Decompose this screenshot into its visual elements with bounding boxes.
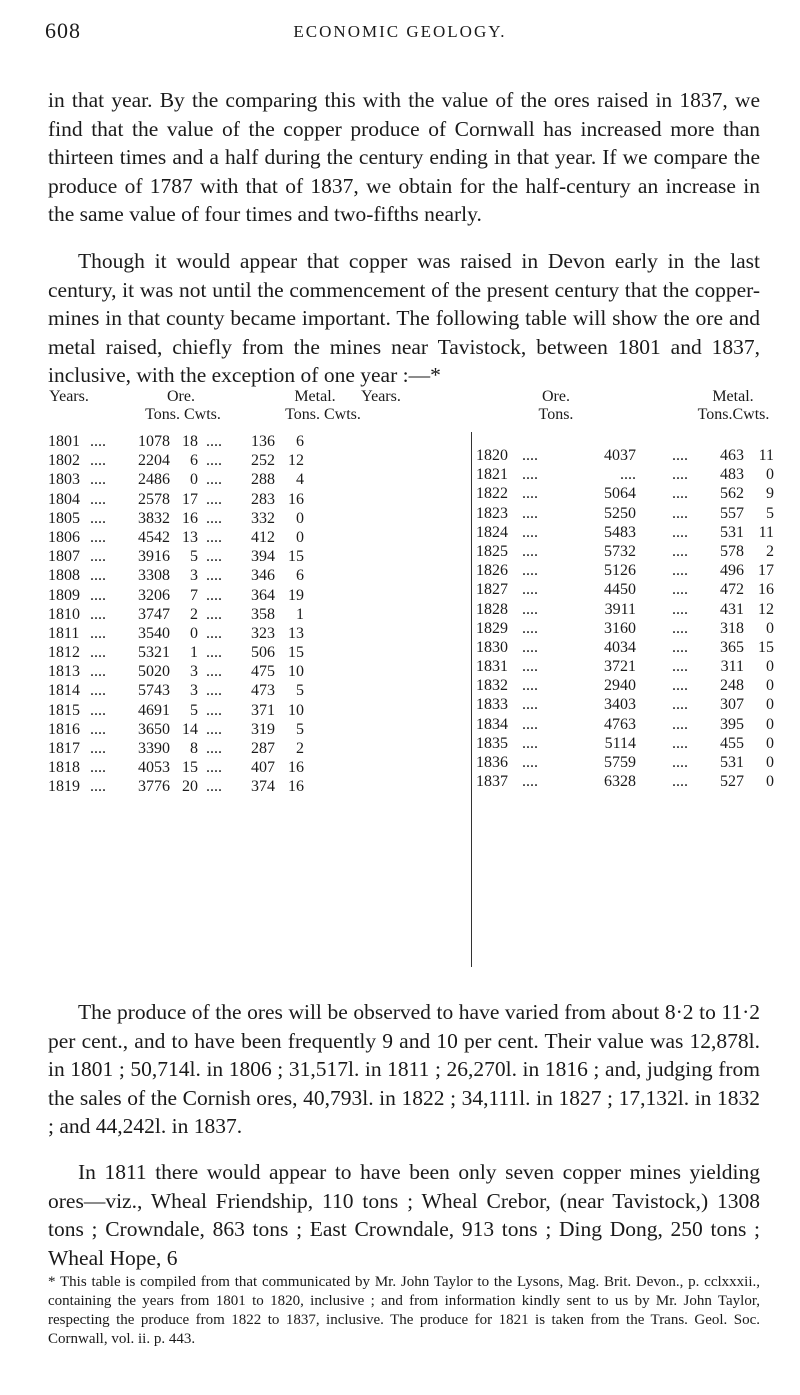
row-metal-cwts: 0 [766,734,774,752]
table-row [476,465,788,484]
row-ore-cwts: 2 [190,605,198,623]
leader-dots: .... [672,619,688,637]
leader-dots: .... [522,447,538,464]
leader-dots: .... [90,471,106,489]
row-ore-tons: 3916 [138,548,170,566]
row-year: 1801 [48,433,80,450]
row-metal-cwts: 0 [766,658,774,676]
row-metal-cwts: 16 [288,759,304,777]
leader-dots: .... [206,509,222,527]
row-metal-cwts: 6 [296,433,304,450]
leader-dots: .... [672,562,688,580]
row-metal-cwts: 12 [288,452,304,470]
row-metal-cwts: 0 [766,715,774,733]
leader-dots: .... [206,759,222,777]
leader-dots: .... [206,778,222,796]
table-row [476,638,788,657]
row-metal-cwts: 17 [758,562,774,580]
leader-dots: .... [672,734,688,752]
row-metal-cwts: 11 [758,447,774,464]
row-year: 1835 [476,734,508,752]
row-metal-tons: 463 [720,447,744,464]
table-row [48,509,468,528]
leader-dots: .... [672,638,688,656]
row-ore-cwts: 7 [190,586,198,604]
row-metal-cwts: 5 [766,504,774,522]
row-year: 1812 [48,644,80,662]
row-metal-cwts: 0 [766,696,774,714]
row-metal-tons: 346 [251,567,275,585]
table-row [476,753,788,772]
leader-dots: .... [90,644,106,662]
leader-dots: .... [672,466,688,484]
leader-dots: .... [522,504,538,522]
leader-dots: .... [522,466,538,484]
leader-dots: .... [522,542,538,560]
leader-dots: .... [206,720,222,738]
table-row [476,523,788,542]
row-metal-cwts: 16 [288,490,304,508]
leader-dots: .... [90,778,106,796]
leader-dots: .... [522,715,538,733]
leader-dots: .... [206,490,222,508]
row-year: 1826 [476,562,508,580]
paragraph-1: in that year. By the comparing this with the value of the ores raised in 1837, we find that the value of the copper produce of Cornwall has increased more than thirteen times and a half during the century ending in that year. If we compare the produce of 1787 with that of 1837, we obtain for the half-century an increase in the same value of four times and two-fifths nearly. [48,88,760,226]
table-row [48,720,468,739]
row-metal-tons: 496 [720,562,744,580]
row-metal-tons: 412 [251,528,275,546]
header-ore-right: Ore. [542,388,570,405]
leader-dots: .... [672,581,688,599]
row-year: 1836 [476,754,508,771]
leader-dots: .... [672,504,688,522]
leader-dots: .... [206,701,222,719]
table-row [48,643,468,662]
row-metal-tons: 288 [251,471,275,489]
row-metal-tons: 323 [251,624,275,642]
row-metal-cwts: 5 [296,720,304,738]
row-ore-tons: 4691 [138,701,170,719]
row-metal-cwts: 15 [758,638,774,656]
leader-dots: .... [672,715,688,733]
row-ore-tons: 3776 [138,778,170,796]
leader-dots: .... [90,624,106,642]
table-row [476,542,788,561]
row-metal-tons: 506 [251,644,275,662]
row-ore-tons: 6328 [604,773,636,791]
row-year: 1832 [476,677,508,695]
row-metal-tons: 395 [720,715,744,733]
row-metal-cwts: 15 [288,548,304,566]
leader-dots: .... [522,523,538,541]
row-metal-cwts: 0 [296,509,304,527]
row-year: 1828 [476,600,508,618]
row-ore-tons: 4053 [138,759,170,777]
leader-dots: .... [522,658,538,676]
row-ore-tons: 2486 [138,471,170,489]
leader-dots: .... [206,644,222,662]
leader-dots: .... [206,682,222,700]
row-year: 1804 [48,490,80,508]
row-year: 1818 [48,759,80,777]
leader-dots: .... [90,740,106,757]
row-ore-tons: .... [620,466,636,484]
row-year: 1823 [476,504,508,522]
row-metal-tons: 248 [720,677,744,695]
row-ore-tons: 3206 [138,586,170,604]
row-ore-tons: 5321 [138,644,170,662]
paragraph-4: In 1811 there would appear to have been only seven copper mines yielding ores—viz., Wheal Friendship, 110 tons ; Wheal Crebor, (near Tavistock,) 1308 tons ; Crowndale, 863 tons ; East Crowndale, 913 tons ; Ding Dong, 250 tons ; Wheal Hope, 6 [48,1160,760,1270]
row-year: 1813 [48,663,80,681]
leader-dots: .... [90,605,106,623]
row-metal-tons: 283 [251,490,275,508]
table-row [48,566,468,585]
row-metal-cwts: 6 [296,567,304,585]
table-row [476,676,788,695]
table-row [48,528,468,547]
column-divider [471,432,472,967]
table-row [476,772,788,791]
row-year: 1816 [48,720,80,738]
row-metal-cwts: 12 [758,600,774,618]
leader-dots: .... [90,452,106,470]
table-row [476,600,788,619]
leader-dots: .... [206,586,222,604]
header-ore-units-right: Tons. [538,406,574,423]
row-metal-tons: 311 [720,658,744,676]
row-metal-cwts: 13 [288,624,304,642]
row-metal-tons: 431 [720,600,744,618]
row-ore-tons: 3160 [604,619,636,637]
row-ore-tons: 3747 [138,605,170,623]
table-row [48,739,468,758]
row-ore-cwts: 6 [190,452,198,470]
row-metal-tons: 472 [720,581,744,599]
row-year: 1821 [476,466,508,484]
row-metal-tons: 287 [251,740,275,757]
row-ore-tons: 3911 [604,600,636,618]
row-metal-cwts: 0 [766,773,774,791]
row-ore-cwts: 5 [190,701,198,719]
row-metal-cwts: 4 [296,471,304,489]
row-year: 1803 [48,471,80,489]
row-metal-tons: 527 [720,773,744,791]
table-row [476,695,788,714]
row-year: 1830 [476,638,508,656]
row-ore-cwts: 0 [190,471,198,489]
table-row [476,580,788,599]
row-ore-cwts: 1 [190,644,198,662]
leader-dots: .... [90,509,106,527]
table-row [476,619,788,638]
row-ore-tons: 5114 [604,734,636,752]
row-year: 1822 [476,485,508,503]
paragraph-3: The produce of the ores will be observed to have varied from about 8·2 to 11·2 per cent., and to have been frequently 9 and 10 per cent. Their value was 12,878l. in 1801 ; 50,714l. in 1806 ; 31,517l. in 1811 ; 26,270l. in 1816 ; and, judging from the sales of the Cornish ores, 40,793l. in 1822 ; 34,111l. in 1827 ; 17,132l. in 1832 ; and 44,242l. in 1837. [48,1000,760,1138]
leader-dots: .... [522,600,538,618]
leader-dots: .... [90,759,106,777]
leader-dots: .... [206,548,222,566]
row-ore-cwts: 5 [190,548,198,566]
row-metal-cwts: 19 [288,586,304,604]
row-ore-tons: 4037 [604,447,636,464]
row-metal-tons: 562 [720,485,744,503]
row-metal-tons: 531 [720,523,744,541]
row-year: 1829 [476,619,508,637]
leader-dots: .... [672,696,688,714]
header-metal-units-right: Tons.Cwts. [697,406,770,423]
row-metal-tons: 319 [251,720,275,738]
row-year: 1824 [476,523,508,541]
row-metal-tons: 371 [251,701,275,719]
running-title: ECONOMIC GEOLOGY. [293,22,507,41]
table-row [476,446,788,465]
row-metal-cwts: 15 [288,644,304,662]
row-metal-cwts: 16 [288,778,304,796]
leader-dots: .... [90,490,106,508]
row-ore-tons: 4763 [604,715,636,733]
row-year: 1819 [48,778,80,796]
row-metal-tons: 252 [251,452,275,470]
leader-dots: .... [672,600,688,618]
row-metal-tons: 374 [251,778,275,796]
row-metal-tons: 483 [720,466,744,484]
leader-dots: .... [522,754,538,771]
row-metal-tons: 578 [720,542,744,560]
footnote: * This table is compiled from that communicated by Mr. John Taylor to the Lysons, Mag. Brit. Devon., p. cclxxxii., containing the years from 1801 to 1820, inclusive ; and from information kindly sent to us by Mr. John Taylor, respecting the produce from 1822 to 1837, inclusive. The produce for 1821 is taken from the Trans. Geol. Soc. Cornwall, vol. ii. p. 443. [48,1274,760,1347]
row-ore-tons: 2204 [138,452,170,470]
leader-dots: .... [90,720,106,738]
row-metal-cwts: 16 [758,581,774,599]
row-year: 1833 [476,696,508,714]
row-ore-cwts: 16 [182,509,198,527]
row-metal-tons: 358 [251,605,275,623]
leader-dots: .... [206,471,222,489]
row-metal-tons: 307 [720,696,744,714]
row-year: 1831 [476,658,508,676]
row-year: 1802 [48,452,80,470]
row-ore-cwts: 18 [182,433,198,450]
row-metal-tons: 365 [720,638,744,656]
row-year: 1825 [476,542,508,560]
row-metal-tons: 407 [251,759,275,777]
table-row [476,734,788,753]
row-year: 1837 [476,773,508,791]
row-year: 1834 [476,715,508,733]
row-metal-tons: 136 [251,433,275,450]
table-row [48,681,468,700]
leader-dots: .... [206,605,222,623]
leader-dots: .... [206,624,222,642]
leader-dots: .... [672,523,688,541]
row-ore-tons: 5483 [604,523,636,541]
row-ore-cwts: 3 [190,663,198,681]
leader-dots: .... [522,734,538,752]
leader-dots: .... [522,485,538,503]
table-row [476,657,788,676]
table-row [476,561,788,580]
leader-dots: .... [206,567,222,585]
leader-dots: .... [672,677,688,695]
row-ore-tons: 4034 [604,638,636,656]
row-year: 1810 [48,605,80,623]
leader-dots: .... [206,452,222,470]
leader-dots: .... [90,701,106,719]
row-metal-tons: 332 [251,509,275,527]
row-metal-tons: 364 [251,586,275,604]
table-row [48,470,468,489]
table-row [48,662,468,681]
row-metal-cwts: 0 [766,619,774,637]
table-row [48,624,468,643]
table-row [48,701,468,720]
header-years-right: Years. [361,388,401,405]
leader-dots: .... [672,542,688,560]
table-row [48,777,468,796]
leader-dots: .... [522,619,538,637]
row-metal-cwts: 0 [766,677,774,695]
row-metal-tons: 473 [251,682,275,700]
leader-dots: .... [206,740,222,757]
row-ore-tons: 5020 [138,663,170,681]
row-ore-cwts: 8 [190,740,198,757]
row-ore-cwts: 0 [190,624,198,642]
table-row [48,586,468,605]
row-ore-tons: 5250 [604,504,636,522]
leader-dots: .... [522,581,538,599]
table-row [48,605,468,624]
table-row [48,451,468,470]
row-ore-tons: 3390 [138,740,170,757]
row-ore-tons: 3650 [138,720,170,738]
row-ore-tons: 3403 [604,696,636,714]
row-year: 1827 [476,581,508,599]
left-rows [48,432,468,797]
leader-dots: .... [90,567,106,585]
paragraph-2: Though it would appear that copper was raised in Devon early in the last century, it was not until the commencement of the present century that the copper-mines in that county became important. The following table will show the ore and metal raised, chiefly from the mines near Tavistock, between 1801 and 1837, inclusive, with the exception of one year :—* [48,249,760,387]
table-row [476,715,788,734]
leader-dots: .... [206,433,222,450]
row-metal-cwts: 5 [296,682,304,700]
row-year: 1806 [48,528,80,546]
leader-dots: .... [90,663,106,681]
row-metal-tons: 557 [720,504,744,522]
table-row [48,758,468,777]
row-ore-tons: 5743 [138,682,170,700]
row-ore-tons: 3308 [138,567,170,585]
row-ore-tons: 2940 [604,677,636,695]
row-metal-tons: 531 [720,754,744,771]
row-year: 1820 [476,447,508,464]
row-ore-cwts: 14 [182,720,198,738]
leader-dots: .... [90,433,106,450]
row-ore-cwts: 13 [182,528,198,546]
row-year: 1817 [48,740,80,757]
row-metal-cwts: 11 [758,523,774,541]
row-ore-tons: 4450 [604,581,636,599]
row-metal-cwts: 0 [296,528,304,546]
table-row [476,504,788,523]
header-metal-left: Metal. [294,388,336,405]
row-year: 1807 [48,548,80,566]
row-metal-cwts: 9 [766,485,774,503]
leader-dots: .... [522,562,538,580]
row-metal-cwts: 1 [296,605,304,623]
row-year: 1809 [48,586,80,604]
row-ore-tons: 3832 [138,509,170,527]
row-metal-cwts: 0 [766,466,774,484]
row-metal-tons: 394 [251,548,275,566]
row-metal-tons: 455 [720,734,744,752]
row-year: 1815 [48,701,80,719]
table-row [48,547,468,566]
leader-dots: .... [672,754,688,771]
row-year: 1808 [48,567,80,585]
table-row [476,484,788,503]
leader-dots: .... [672,773,688,791]
leader-dots: .... [522,696,538,714]
row-ore-tons: 2578 [138,490,170,508]
table-row [48,490,468,509]
row-ore-tons: 3721 [604,658,636,676]
header-ore-left: Ore. [167,388,195,405]
leader-dots: .... [90,586,106,604]
row-metal-tons: 318 [720,619,744,637]
row-metal-cwts: 2 [296,740,304,757]
row-metal-cwts: 10 [288,663,304,681]
header-ore-units-left: Tons. Cwts. [145,406,221,423]
header-metal-units-left: Tons. Cwts. [285,406,361,423]
row-ore-tons: 5064 [604,485,636,503]
row-metal-tons: 475 [251,663,275,681]
row-ore-cwts: 20 [182,778,198,796]
ore-metal-table [48,388,788,991]
table-row [48,432,468,451]
row-ore-cwts: 3 [190,567,198,585]
row-year: 1805 [48,509,80,527]
header-metal-right: Metal. [712,388,754,405]
leader-dots: .... [206,663,222,681]
leader-dots: .... [522,638,538,656]
row-ore-tons: 5759 [604,754,636,771]
row-metal-cwts: 2 [766,542,774,560]
right-rows [476,446,788,791]
row-ore-tons: 4542 [138,528,170,546]
leader-dots: .... [522,773,538,791]
leader-dots: .... [90,682,106,700]
leader-dots: .... [522,677,538,695]
header-years-left: Years. [49,388,89,405]
row-ore-tons: 1078 [138,433,170,450]
page-number: 608 [45,18,81,43]
row-year: 1811 [48,624,80,642]
row-ore-tons: 5732 [604,542,636,560]
leader-dots: .... [206,528,222,546]
leader-dots: .... [672,658,688,676]
row-ore-cwts: 3 [190,682,198,700]
row-ore-tons: 3540 [138,624,170,642]
leader-dots: .... [672,485,688,503]
row-metal-cwts: 0 [766,754,774,771]
leader-dots: .... [90,548,106,566]
row-ore-cwts: 17 [182,490,198,508]
leader-dots: .... [90,528,106,546]
row-year: 1814 [48,682,80,700]
row-ore-cwts: 15 [182,759,198,777]
leader-dots: .... [672,447,688,464]
row-metal-cwts: 10 [288,701,304,719]
row-ore-tons: 5126 [604,562,636,580]
